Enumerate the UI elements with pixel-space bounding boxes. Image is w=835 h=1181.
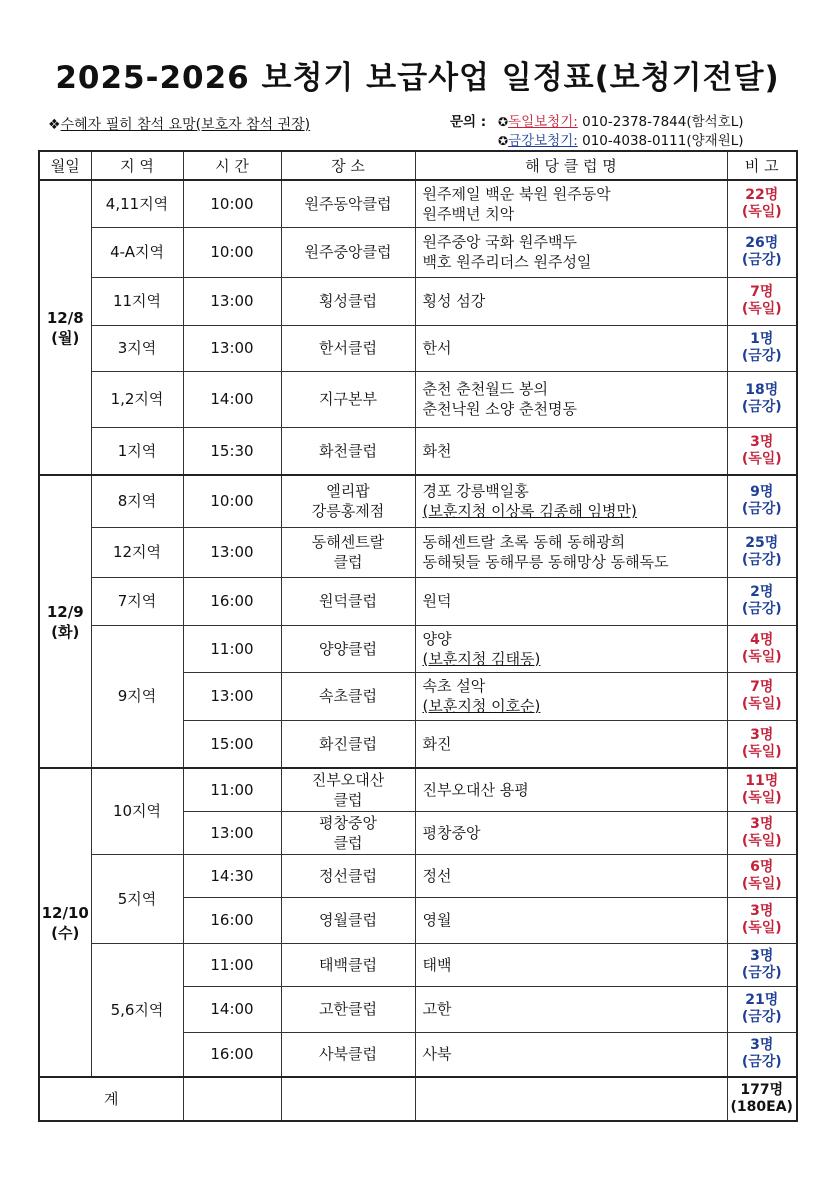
place-line: 원덕클럽 [319, 592, 377, 610]
club-line: 화천 [422, 441, 452, 460]
vendor-label: (금강) [741, 252, 782, 268]
total-label: 계 [39, 1077, 183, 1121]
club-line: 사북 [422, 1045, 452, 1064]
remark-cell [727, 768, 797, 811]
club-line: (보훈지청 이상록 김종해 임병만) [422, 502, 637, 521]
vendor-label: (금강) [741, 552, 782, 568]
table-row [39, 371, 797, 427]
club-line: 동해뒷들 동해무릉 동해망상 동해독도 [422, 553, 669, 571]
vendor-label: (독일) [741, 743, 782, 760]
club-line: 정선 [422, 866, 452, 885]
contact-name: 독일보청기: [508, 114, 578, 130]
region-cell: 10지역 [91, 768, 183, 854]
time-cell: 14:30 [183, 854, 281, 897]
remark-cell [727, 986, 797, 1032]
club-line: 한서 [422, 339, 452, 357]
recipient-count: 2명 [750, 584, 774, 600]
column-header: 월일 [39, 151, 91, 180]
place-cell [281, 672, 415, 720]
time-cell: 10:00 [183, 180, 281, 227]
date-value: 12/10 [41, 903, 89, 922]
table-row [39, 475, 797, 527]
recipient-count: 3명 [750, 726, 774, 743]
time-cell: 13:00 [183, 277, 281, 325]
club-line: 춘천낙원 소양 춘천명동 [422, 400, 577, 418]
time-cell: 11:00 [183, 768, 281, 811]
place-line: 진부오대산 [311, 770, 385, 789]
club-cell [415, 943, 727, 986]
club-line: 춘천 춘천월드 봉의 [422, 380, 548, 398]
remark-cell [727, 577, 797, 625]
table-row [39, 180, 797, 227]
remark-cell [727, 897, 797, 943]
table-row [39, 527, 797, 577]
table-header-row [39, 151, 797, 180]
recipient-count: 1명 [750, 331, 774, 347]
star-icon: ✪ [498, 134, 509, 148]
remark-cell [727, 475, 797, 527]
club-line: 고한 [422, 1000, 452, 1018]
place-line: 속초클럽 [319, 687, 377, 705]
recipient-count: 3명 [750, 815, 774, 832]
place-line: 클럽 [333, 833, 363, 852]
vendor-label: (독일) [741, 875, 782, 892]
place-cell [281, 943, 415, 986]
vendor-label: (독일) [741, 301, 782, 317]
recipient-count: 18명 [745, 382, 779, 398]
club-line: 원덕 [422, 592, 452, 610]
vendor-label: (금강) [741, 964, 782, 981]
club-line: 원주제일 백운 북원 원주동악 [422, 184, 611, 203]
place-cell [281, 625, 415, 672]
recipient-count: 21명 [745, 992, 779, 1008]
remark-cell [727, 943, 797, 986]
schedule-table [38, 150, 798, 1122]
time-cell: 11:00 [183, 943, 281, 986]
place-line: 클럽 [333, 553, 363, 571]
club-cell [415, 527, 727, 577]
place-cell [281, 277, 415, 325]
recipient-count: 25명 [745, 535, 779, 551]
time-cell: 13:00 [183, 672, 281, 720]
club-cell [415, 1032, 727, 1077]
time-cell: 16:00 [183, 577, 281, 625]
remark-cell [727, 371, 797, 427]
recipient-count: 3명 [750, 947, 774, 964]
region-cell: 4-A지역 [91, 227, 183, 277]
club-line: (보훈지청 김태동) [422, 649, 541, 668]
place-line: 화천클럽 [319, 441, 377, 460]
vendor-label: (금강) [741, 501, 782, 518]
recipient-count: 7명 [750, 284, 774, 300]
place-line: 클럽 [333, 790, 363, 809]
region-cell: 1,2지역 [91, 371, 183, 427]
vendor-label: (독일) [741, 789, 782, 806]
place-cell [281, 986, 415, 1032]
vendor-label: (독일) [741, 696, 782, 712]
region-cell: 3지역 [91, 325, 183, 371]
place-line: 강릉홍제점 [311, 502, 385, 521]
recipient-count: 4명 [750, 631, 774, 648]
table-row [39, 625, 797, 672]
time-cell: 10:00 [183, 475, 281, 527]
table-row [39, 325, 797, 371]
place-cell [281, 768, 415, 811]
club-cell [415, 277, 727, 325]
club-line: 양양 [422, 629, 452, 648]
recipient-count: 9명 [750, 484, 774, 501]
region-cell: 8지역 [91, 475, 183, 527]
time-cell: 15:00 [183, 720, 281, 768]
weekday-value: (수) [51, 923, 80, 942]
table-row [39, 227, 797, 277]
recipient-count: 22명 [745, 186, 779, 203]
club-cell [415, 427, 727, 475]
place-cell [281, 527, 415, 577]
contact-block [450, 113, 744, 151]
date-cell [39, 768, 91, 1077]
club-cell [415, 986, 727, 1032]
place-line: 정선클럽 [319, 866, 377, 885]
region-cell: 5,6지역 [91, 943, 183, 1077]
club-cell [415, 475, 727, 527]
place-cell [281, 427, 415, 475]
recipient-count: 3명 [750, 1037, 774, 1054]
club-line: (보훈지청 이호순) [422, 697, 541, 715]
club-line: 경포 강릉백일홍 [422, 482, 529, 501]
vendor-label: (독일) [741, 450, 782, 467]
column-header: 시 간 [183, 151, 281, 180]
vendor-label: (독일) [741, 648, 782, 665]
vendor-label: (금강) [741, 348, 782, 364]
club-cell [415, 768, 727, 811]
table-row [39, 854, 797, 897]
club-line: 백호 원주리더스 원주성일 [422, 253, 592, 271]
remark-cell [727, 325, 797, 371]
remark-cell [727, 277, 797, 325]
club-cell [415, 180, 727, 227]
place-line: 횡성클럽 [319, 292, 377, 310]
note-text: 수혜자 필히 참석 요망(보호자 참석 권장) [60, 117, 311, 133]
place-cell [281, 325, 415, 371]
club-line: 영월 [422, 911, 452, 929]
remark-cell [727, 854, 797, 897]
place-cell [281, 227, 415, 277]
place-cell [281, 720, 415, 768]
remark-cell [727, 180, 797, 227]
contact-row-geumgang [450, 132, 744, 151]
place-line: 영월클럽 [319, 911, 377, 929]
remark-cell [727, 625, 797, 672]
table-row [39, 943, 797, 986]
vendor-label: (독일) [741, 832, 782, 849]
table-row [39, 577, 797, 625]
time-cell: 14:00 [183, 986, 281, 1032]
vendor-label: (독일) [741, 920, 782, 936]
club-cell [415, 625, 727, 672]
club-cell [415, 227, 727, 277]
vendor-label: (금강) [741, 601, 782, 617]
recipient-count: 11명 [745, 772, 779, 789]
region-cell: 4,11지역 [91, 180, 183, 227]
place-line: 화진클럽 [319, 734, 377, 753]
time-cell: 10:00 [183, 227, 281, 277]
place-line: 사북클럽 [319, 1045, 377, 1064]
date-cell [39, 475, 91, 768]
date-value: 12/9 [46, 602, 84, 621]
club-cell [415, 577, 727, 625]
club-cell [415, 897, 727, 943]
total-count [727, 1077, 797, 1121]
column-header: 지 역 [91, 151, 183, 180]
contact-phone: 010-2378-7844(함석호L) [582, 114, 744, 130]
place-cell [281, 811, 415, 854]
place-cell [281, 577, 415, 625]
time-cell: 13:00 [183, 811, 281, 854]
club-cell [415, 720, 727, 768]
attendance-note [48, 114, 310, 134]
place-cell [281, 180, 415, 227]
weekday-value: (화) [51, 622, 80, 641]
recipient-count: 3명 [750, 433, 774, 450]
club-line: 화진 [422, 734, 452, 753]
contact-name: 금강보청기: [508, 133, 578, 149]
place-line: 원주동악클럽 [304, 194, 392, 213]
place-cell [281, 854, 415, 897]
place-line: 평창중앙 [319, 813, 377, 832]
place-cell [281, 897, 415, 943]
remark-cell [727, 527, 797, 577]
club-line: 횡성 섬강 [422, 292, 486, 310]
region-cell: 7지역 [91, 577, 183, 625]
club-cell [415, 811, 727, 854]
place-line: 태백클럽 [319, 955, 377, 974]
club-line: 평창중앙 [422, 823, 481, 842]
recipient-count: 7명 [750, 679, 774, 695]
place-line: 지구본부 [319, 390, 377, 408]
remark-cell [727, 672, 797, 720]
vendor-label: (금강) [741, 1054, 782, 1071]
place-line: 한서클럽 [319, 339, 377, 357]
table-row [39, 768, 797, 811]
time-cell: 11:00 [183, 625, 281, 672]
place-line: 고한클럽 [319, 1000, 377, 1018]
time-cell: 15:30 [183, 427, 281, 475]
region-cell: 1지역 [91, 427, 183, 475]
weekday-value: (월) [51, 328, 80, 347]
time-cell: 13:00 [183, 527, 281, 577]
date-cell [39, 180, 91, 475]
contact-row-dogil [450, 113, 744, 132]
time-cell: 16:00 [183, 1032, 281, 1077]
remark-cell [727, 720, 797, 768]
table-row [39, 277, 797, 325]
region-cell: 11지역 [91, 277, 183, 325]
time-cell: 16:00 [183, 897, 281, 943]
recipient-count: 6명 [750, 858, 774, 875]
date-value: 12/8 [46, 308, 84, 327]
column-header: 장 소 [281, 151, 415, 180]
club-line: 원주백년 치악 [422, 204, 515, 223]
club-cell [415, 672, 727, 720]
place-line: 양양클럽 [319, 639, 377, 658]
time-cell: 14:00 [183, 371, 281, 427]
club-line: 원주중앙 국화 원주백두 [422, 233, 577, 251]
contact-phone: 010-4038-0111(양재원L) [582, 133, 744, 149]
page-title: 2025-2026 보청기 보급사업 일정표(보청기전달) [55, 60, 780, 96]
total-row [39, 1077, 797, 1121]
recipient-count: 3명 [750, 903, 774, 919]
club-line: 태백 [422, 955, 452, 974]
club-line: 동해센트랄 초록 동해 동해광희 [422, 533, 626, 551]
time-cell: 13:00 [183, 325, 281, 371]
club-cell [415, 325, 727, 371]
club-line: 진부오대산 용평 [422, 780, 529, 799]
region-cell: 5지역 [91, 854, 183, 943]
club-line: 속초 설악 [422, 677, 486, 695]
place-line: 엘리팝 [326, 482, 370, 501]
region-cell: 12지역 [91, 527, 183, 577]
vendor-label: (독일) [741, 203, 782, 220]
star-icon: ✪ [498, 115, 509, 129]
place-cell [281, 371, 415, 427]
total-units: (180EA) [730, 1099, 793, 1115]
remark-cell [727, 811, 797, 854]
remark-cell [727, 1032, 797, 1077]
region-cell: 9지역 [91, 625, 183, 768]
place-cell [281, 475, 415, 527]
table-row [39, 427, 797, 475]
total-count-value: 177명 [740, 1082, 784, 1098]
recipient-count: 26명 [745, 235, 779, 251]
place-line: 동해센트랄 [311, 533, 385, 551]
place-line: 원주중앙클럽 [304, 243, 392, 261]
vendor-label: (금강) [741, 1009, 782, 1025]
column-header: 해 당 클 럽 명 [415, 151, 727, 180]
remark-cell [727, 227, 797, 277]
contact-label: 문의 : [450, 114, 487, 130]
vendor-label: (금강) [741, 399, 782, 415]
column-header: 비 고 [727, 151, 797, 180]
place-cell [281, 1032, 415, 1077]
club-cell [415, 854, 727, 897]
club-cell [415, 371, 727, 427]
remark-cell [727, 427, 797, 475]
note-bullet-icon: ❖ [48, 117, 61, 133]
